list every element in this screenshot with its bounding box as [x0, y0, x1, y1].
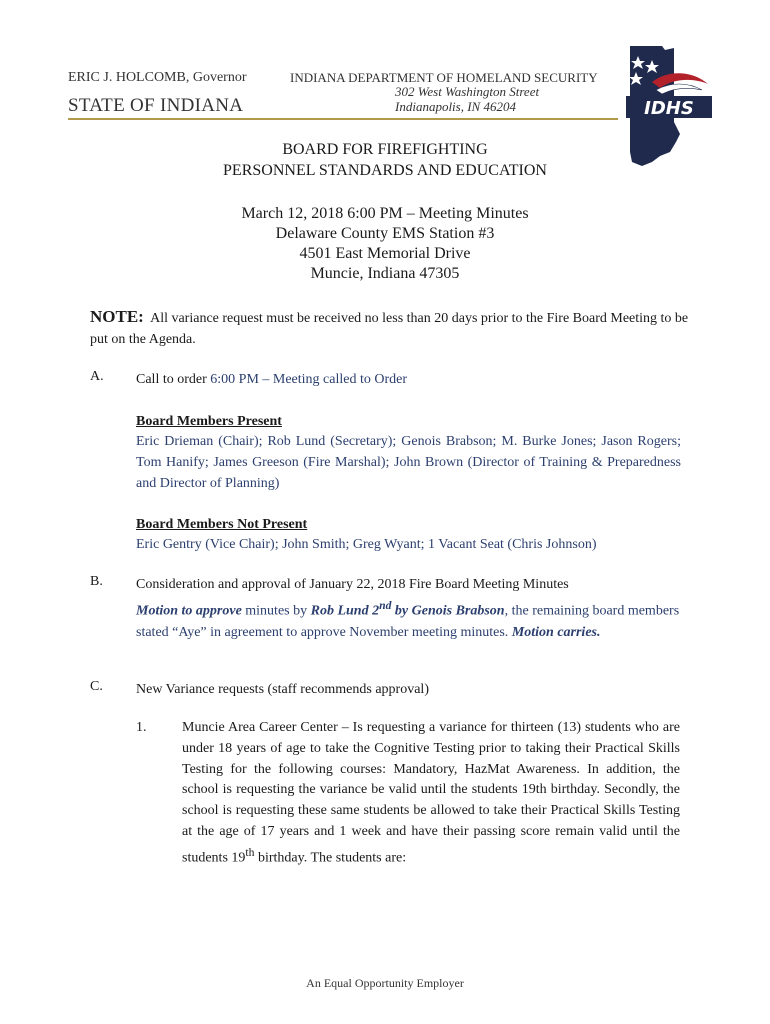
variance-item-text — [182, 718, 680, 869]
board-title-line-2: PERSONNEL STANDARDS AND EDUCATION — [223, 162, 547, 179]
section-c-letter: C. — [90, 679, 103, 694]
variance-item-text-a: Muncie Area Career Center – Is requesting a variance for thirteen (13) students who are under 18 years of age to take the Cognitive Testing prior to taking their Practical Skills Testing for the following courses: Mandatory, HazMat Awareness. In addition, the school is requesting the variance be valid until the students 19th birthday. Secondly, the school is requesting these same students be allowed to take their Practical Skills Testing at the age of 17 years and 1 week and have their passing score remain valid until the students 19 — [182, 720, 680, 866]
footer-text: An Equal Opportunity Employer — [306, 976, 464, 990]
section-b-letter: B. — [90, 574, 103, 589]
idhs-logo-text: IDHS — [644, 98, 694, 119]
variance-item-number: 1. — [136, 720, 147, 735]
variance-item-text-b: birthday. The students are: — [254, 850, 407, 866]
motion-mover-sup: nd — [379, 599, 392, 612]
call-to-order — [136, 369, 407, 390]
meeting-date-line: March 12, 2018 6:00 PM – Meeting Minutes — [241, 205, 529, 222]
meeting-location-line: Delaware County EMS Station #3 — [275, 225, 495, 242]
address-line-2: Indianapolis, IN 46204 — [395, 99, 516, 114]
members-present-list: Eric Drieman (Chair); Rob Lund (Secretary); Genois Brabson; M. Burke Jones; Jason Rogers; Tom Hanify; James Greeson (Fire Marshal); John Brown (Director of Training & Preparedness and Director of Planning) — [136, 434, 681, 491]
motion-label: Motion to approve — [136, 603, 242, 619]
governor-name: ERIC J. HOLCOMB, Governor — [68, 70, 247, 85]
department-name: INDIANA DEPARTMENT OF HOMELAND SECURITY — [290, 70, 598, 85]
minutes-approval — [136, 574, 681, 643]
members-not-present-heading: Board Members Not Present — [136, 517, 308, 532]
call-to-order-label: Call to order — [136, 372, 211, 387]
motion-carries: Motion carries. — [511, 624, 601, 640]
members-present-heading: Board Members Present — [136, 414, 282, 429]
motion-mid: minutes by — [241, 603, 311, 619]
board-title-line-1: BOARD FOR FIREFIGHTING — [282, 141, 488, 158]
motion-seconder: by Genois Brabson — [391, 603, 505, 619]
minutes-approval-text: Consideration and approval of January 22, 2018 Fire Board Meeting Minutes — [136, 577, 569, 592]
agenda-note — [90, 306, 690, 350]
variance-requests-heading: New Variance requests (staff recommends approval) — [136, 682, 429, 697]
motion-rest: , the remaining board members stated “Aye” in agreement to approve November meeting minutes. — [136, 603, 680, 640]
meeting-street-line: 4501 East Memorial Drive — [299, 245, 471, 262]
note-label: NOTE: — [90, 307, 144, 326]
address-line-1: 302 West Washington Street — [395, 84, 540, 99]
call-to-order-time: 6:00 PM – Meeting called to Order — [210, 372, 408, 387]
members-not-present-list: Eric Gentry (Vice Chair); John Smith; Greg Wyant; 1 Vacant Seat (Chris Johnson) — [136, 537, 597, 552]
meeting-city-line: Muncie, Indiana 47305 — [310, 265, 460, 282]
letterhead-divider — [68, 118, 618, 120]
motion-mover: Rob Lund 2 — [310, 603, 380, 619]
state-name: STATE OF INDIANA — [68, 95, 244, 116]
section-a-letter: A. — [90, 369, 104, 384]
note-text: All variance request must be received no less than 20 days prior to the Fire Board Meeting to be put on the Agenda. — [90, 311, 689, 347]
variance-item-sup: th — [245, 845, 255, 859]
